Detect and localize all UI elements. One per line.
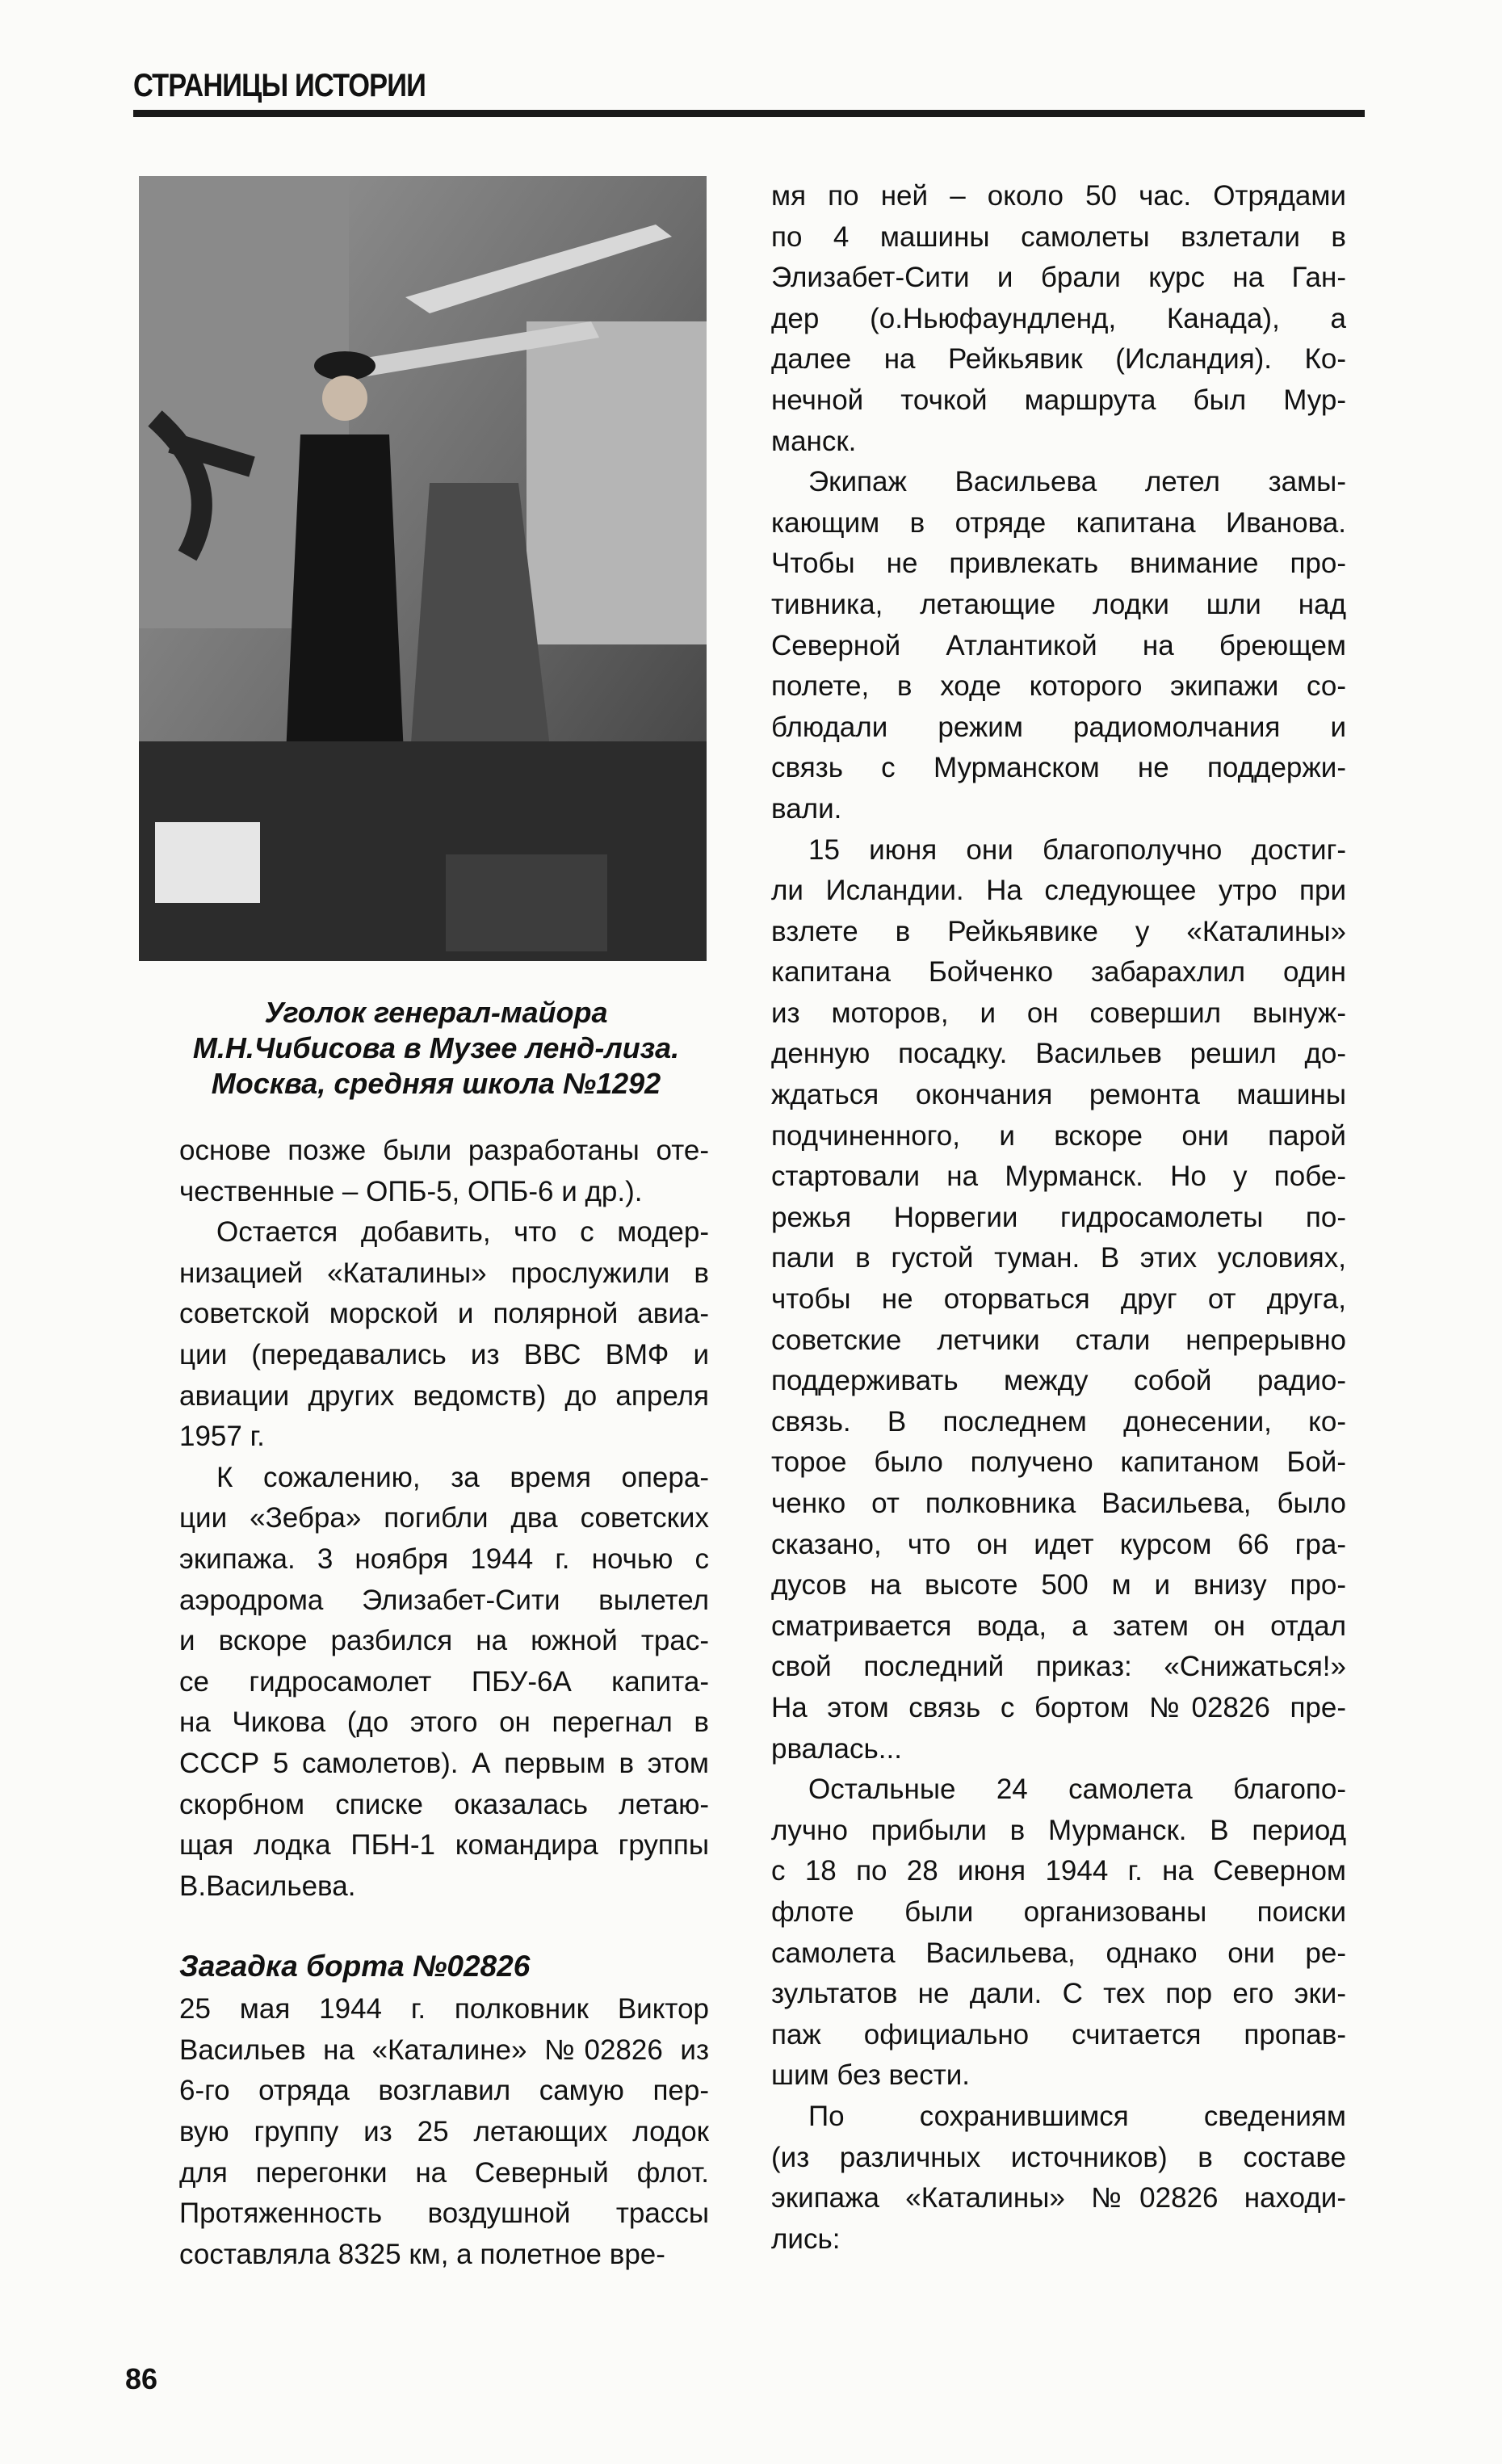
- text-line: торое было получено капитаном Бой-: [771, 1446, 1346, 1479]
- text-line: ченко от полковника Васильева, было: [771, 1488, 1346, 1519]
- text-line: На этом связь с бортом №02826 пре-: [771, 1691, 1346, 1723]
- text-line: свой последний приказ: «Снижаться!»: [771, 1651, 1346, 1683]
- paragraph: [771, 176, 1346, 462]
- text-line: ли Исландии. На следующее утро при: [771, 875, 1346, 907]
- museum-photo-image: [139, 176, 707, 961]
- text-line: Экипаж Васильева летел замы-: [808, 466, 1346, 498]
- paragraph: [771, 1769, 1346, 2097]
- paragraph: [179, 1458, 709, 1908]
- caption-line: Уголок генерал-майора: [264, 996, 608, 1029]
- text-line: манск.: [771, 425, 857, 457]
- text-line: вую группу из 25 летающих лодок: [179, 2116, 709, 2148]
- paragraph: [771, 830, 1346, 1770]
- text-line: низацией «Каталины» прослужили в: [179, 1257, 709, 1289]
- text-line: авиации других ведомств) до апреля: [179, 1379, 709, 1412]
- text-line: Элизабет-Сити и брали курс на Ган-: [771, 262, 1346, 294]
- text-line: на Чикова (до этого он перегнал в: [179, 1706, 709, 1739]
- text-line: К сожалению, за время опера-: [216, 1461, 709, 1493]
- text-line: 25 мая 1944 г. полковник Виктор: [179, 1993, 709, 2025]
- right-text-column: [771, 176, 1346, 2260]
- text-line: нечной точкой маршрута был Мур-: [771, 384, 1346, 416]
- text-line: лись:: [771, 2223, 841, 2255]
- text-line: по 4 машины самолеты взлетали в: [771, 220, 1346, 253]
- text-line: паж официально считается пропав-: [771, 2018, 1346, 2051]
- text-line: Васильев на «Каталине» №02826 из: [179, 2034, 709, 2066]
- text-line: (из различных источников) в составе: [771, 2141, 1346, 2173]
- museum-photo: [139, 176, 707, 961]
- text-line: денную посадку. Васильев решил до-: [771, 1038, 1346, 1070]
- header-rule: [133, 110, 1365, 117]
- text-line: полете, в ходе которого экипажи со-: [771, 670, 1346, 703]
- text-line: ждаться окончания ремонта машины: [771, 1079, 1346, 1111]
- text-line: аэродрома Элизабет-Сити вылетел: [179, 1584, 709, 1616]
- paragraph: [771, 462, 1346, 829]
- text-line: стартовали на Мурманск. Но у побе-: [771, 1161, 1346, 1193]
- text-line: се гидросамолет ПБУ-6А капита-: [179, 1665, 709, 1698]
- text-line: экипажа. 3 ноября 1944 г. ночью с: [179, 1543, 709, 1575]
- text-line: Чтобы не привлекать внимание про-: [771, 548, 1346, 580]
- text-line: для перегонки на Северный флот.: [179, 2156, 709, 2189]
- text-line: пали в густой туман. В этих условиях,: [771, 1242, 1346, 1274]
- text-line: скорбном списке оказалась летаю-: [179, 1788, 709, 1820]
- text-line: режья Норвегии гидросамолеты по-: [771, 1201, 1346, 1233]
- text-line: 1957 г.: [179, 1421, 265, 1453]
- text-line: подчиненного, и вскоре они парой: [771, 1119, 1346, 1152]
- text-line: советские летчики стали непрерывно: [771, 1324, 1346, 1356]
- text-line: поддерживать между собой радио-: [771, 1365, 1346, 1397]
- text-line: мя по ней – около 50 час. Отрядами: [771, 180, 1346, 212]
- text-line: чтобы не оторваться друг от друга,: [771, 1283, 1346, 1316]
- text-line: зультатов не дали. С тех пор его эки-: [771, 1978, 1346, 2010]
- section-subheading: Загадка борта №02826: [179, 1950, 531, 1983]
- text-line: чественные – ОПБ-5, ОПБ-6 и др.).: [179, 1175, 643, 1207]
- caption-line: М.Н.Чибисова в Музее ленд-лиза.: [192, 1031, 680, 1064]
- text-line: Остается добавить, что с модер-: [216, 1216, 709, 1249]
- text-line: рвалась...: [771, 1732, 902, 1765]
- caption-line: Москва, средняя школа №1292: [211, 1067, 661, 1100]
- text-line: советской морской и полярной авиа-: [179, 1298, 709, 1330]
- text-line: В.Васильева.: [179, 1870, 356, 1902]
- paragraph: [179, 1131, 709, 1212]
- text-line: ции (передавались из ВВС ВМФ и: [179, 1338, 709, 1371]
- text-line: капитана Бойченко забарахлил один: [771, 956, 1346, 989]
- page-number: 86: [125, 2362, 158, 2395]
- text-line: тивника, летающие лодки шли над: [771, 588, 1346, 620]
- text-line: дусов на высоте 500 м и внизу про-: [771, 1569, 1346, 1601]
- text-line: составляла 8325 км, а полетное вре-: [179, 2238, 665, 2270]
- text-line: шим без вести.: [771, 2059, 971, 2092]
- text-line: самолета Васильева, однако они ре-: [771, 1937, 1346, 1969]
- text-line: связь с Мурманском не поддержи-: [771, 752, 1346, 784]
- text-line: основе позже были разработаны оте-: [179, 1135, 709, 1166]
- text-line: ции «Зебра» погибли два советских: [179, 1502, 709, 1534]
- text-line: далее на Рейкьявик (Исландия). Ко-: [771, 343, 1346, 376]
- text-line: Остальные 24 самолета благопо-: [808, 1773, 1346, 1806]
- text-line: из моторов, и он совершил вынуж-: [771, 997, 1346, 1029]
- text-line: Северной Атлантикой на бреющем: [771, 629, 1346, 661]
- text-line: и вскоре разбился на южной трас-: [179, 1625, 709, 1657]
- text-line: кающим в отряде капитана Иванова.: [771, 506, 1346, 539]
- text-line: экипажа «Каталины» №02826 находи-: [771, 2182, 1346, 2214]
- text-line: 6-го отряда возглавил самую пер-: [179, 2075, 709, 2107]
- text-line: По сохранившимся сведениям: [808, 2100, 1346, 2132]
- paragraph: [771, 2097, 1346, 2260]
- text-line: лучно прибыли в Мурманск. В период: [771, 1814, 1346, 1846]
- text-line: сказано, что он идет курсом 66 гра-: [771, 1528, 1346, 1560]
- text-line: флоте были организованы поиски: [771, 1895, 1346, 1928]
- paragraph: [179, 1989, 709, 2275]
- text-line: блюдали режим радиомолчания и: [771, 711, 1346, 743]
- paragraph: [179, 1212, 709, 1458]
- text-line: СССР 5 самолетов). А первым в этом: [179, 1747, 709, 1779]
- photo-caption: [145, 995, 727, 1102]
- text-line: с 18 по 28 июня 1944 г. на Северном: [771, 1855, 1346, 1887]
- text-line: Протяженность воздушной трассы: [179, 2197, 709, 2230]
- text-line: щая лодка ПБН-1 командира группы: [179, 1829, 709, 1862]
- text-line: вали.: [771, 792, 842, 825]
- text-line: связь. В последнем донесении, ко-: [771, 1405, 1346, 1438]
- text-line: взлете в Рейкьявике у «Каталины»: [771, 915, 1346, 947]
- left-text-column: [179, 1131, 709, 2275]
- section-title: СТРАНИЦЫ ИСТОРИИ: [133, 68, 426, 103]
- text-line: дер (о.Ньюфаундленд, Канада), а: [771, 302, 1346, 334]
- text-line: 15 июня они благополучно достиг-: [808, 833, 1346, 866]
- text-line: сматривается вода, а затем он отдал: [771, 1610, 1346, 1642]
